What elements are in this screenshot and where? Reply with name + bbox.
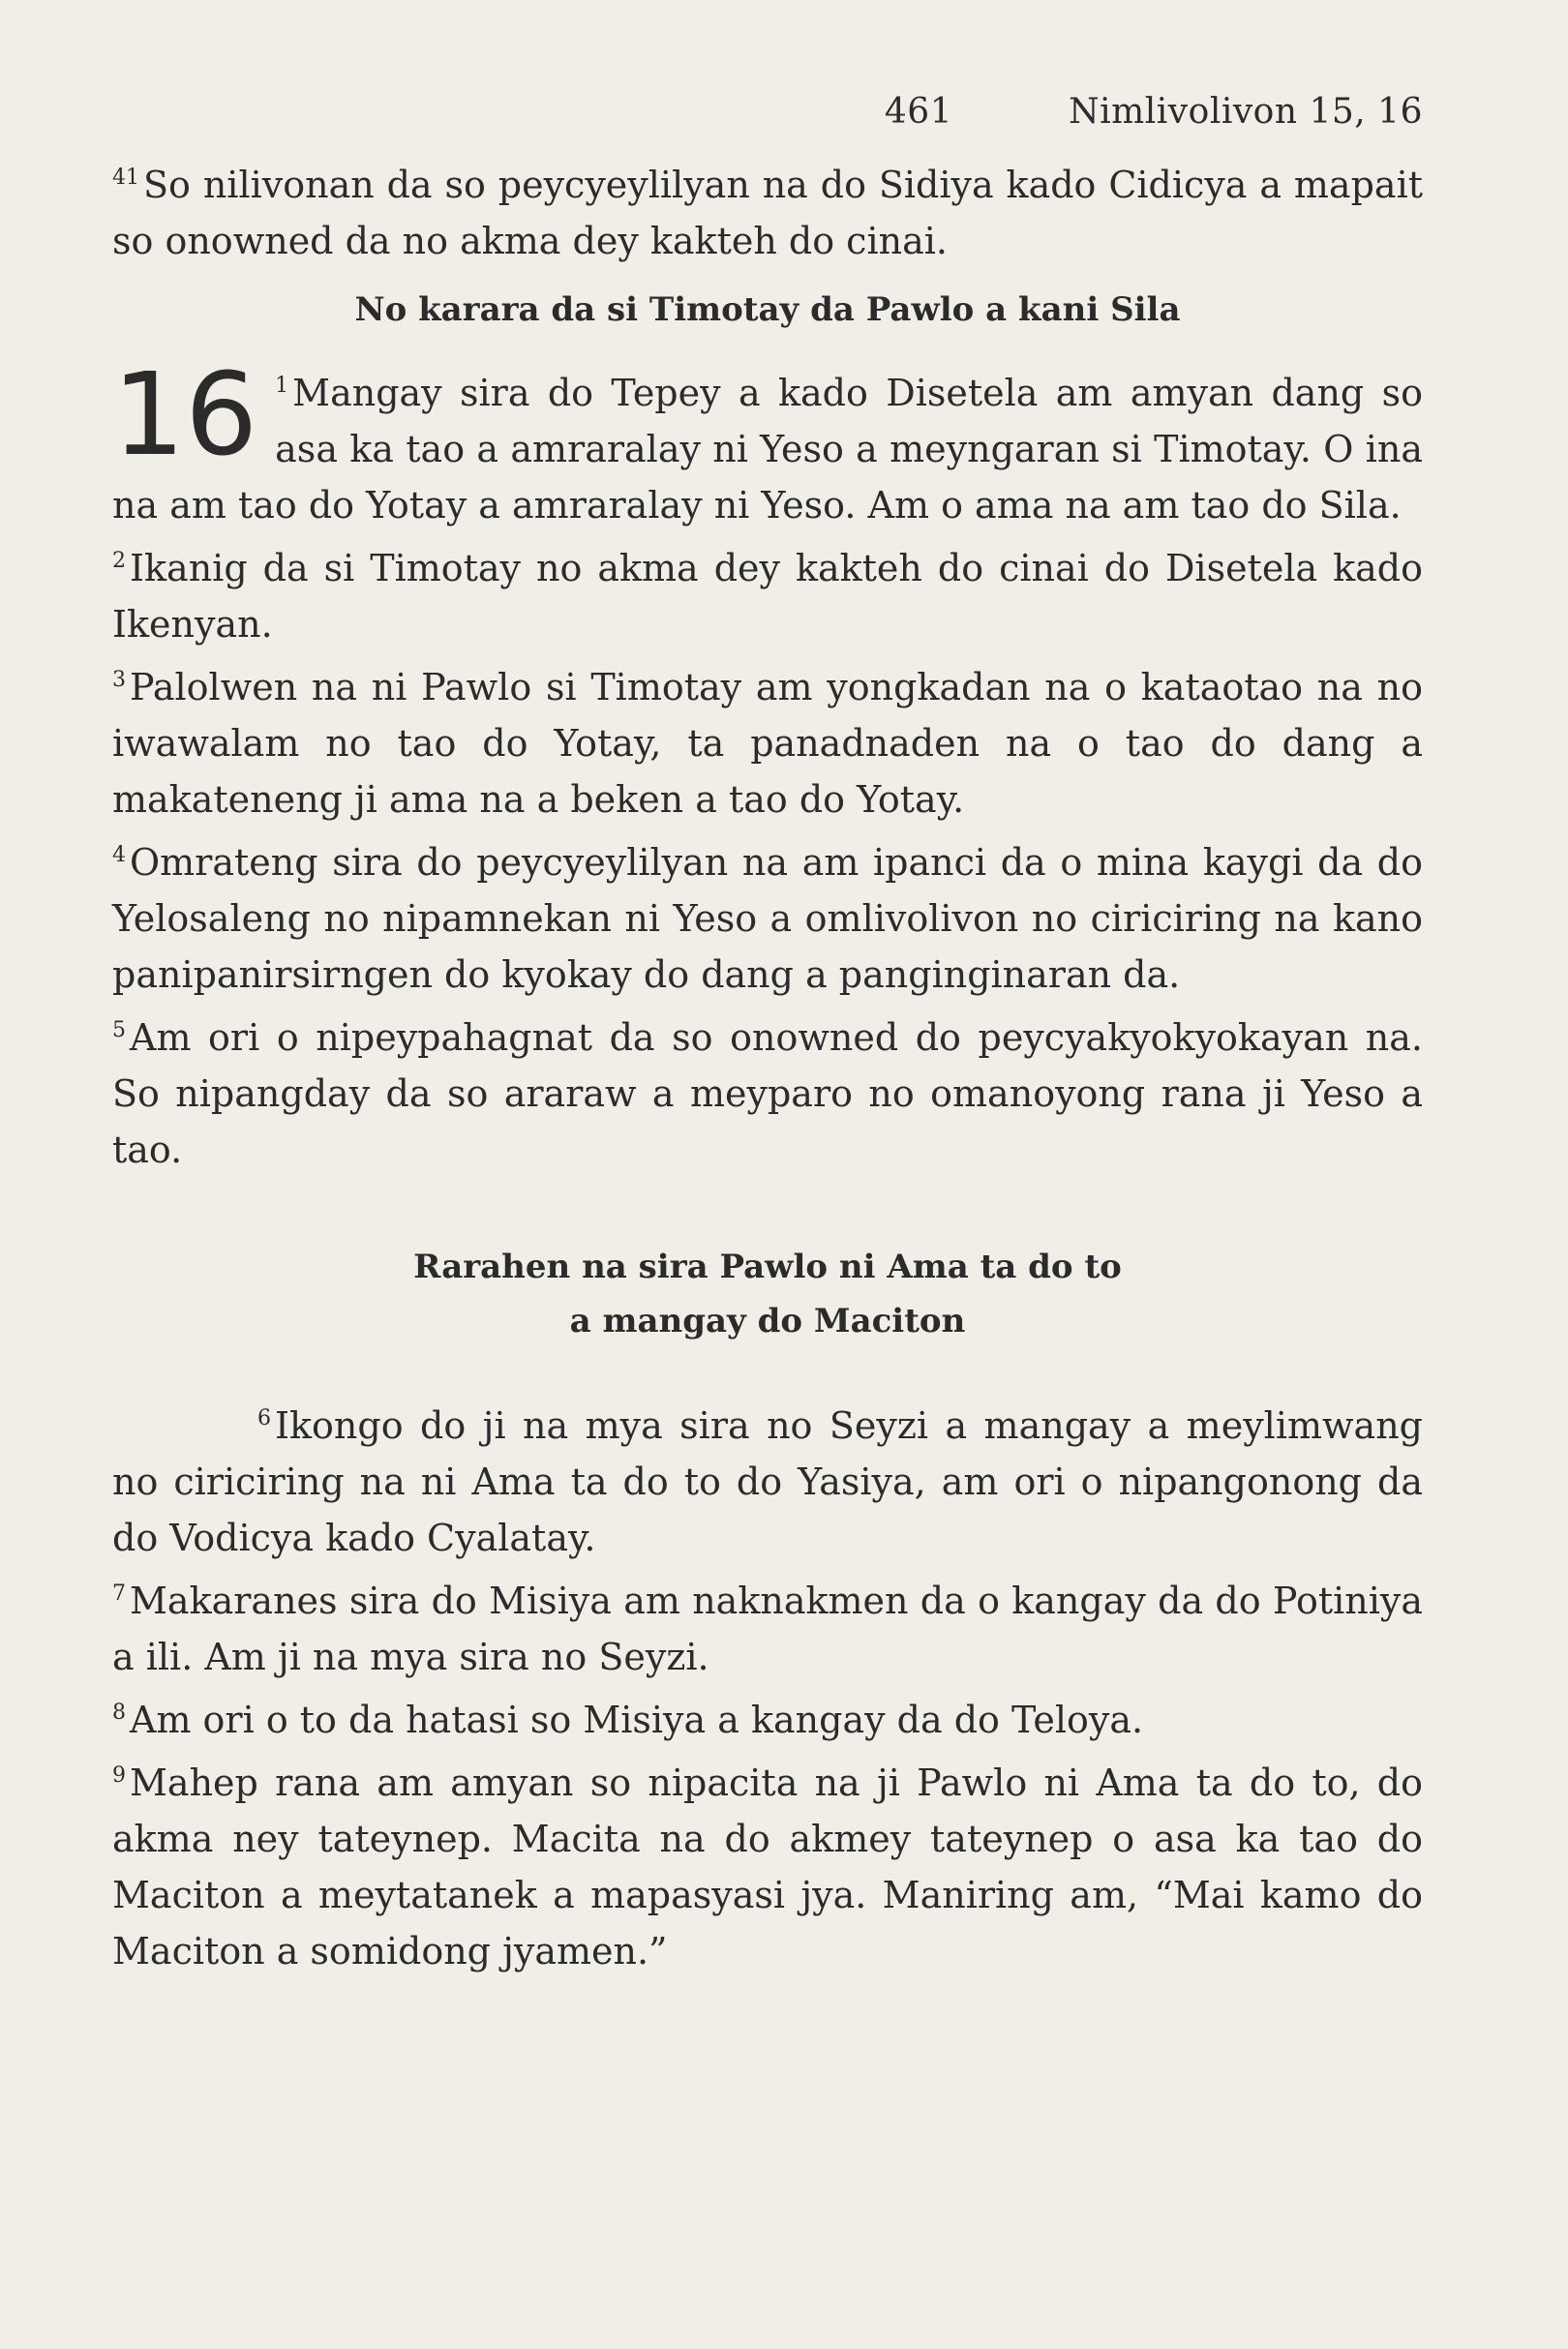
- section-heading-2-line1: Rarahen na sira Pawlo ni Ama ta do to: [413, 1248, 1122, 1286]
- verse-text: Ikanig da si Timotay no akma dey kakteh do cinai do Disetela kado Ikenyan.: [112, 547, 1423, 646]
- verse-16-1: [112, 347, 1423, 533]
- verse-number: 6: [257, 1406, 271, 1430]
- verse-text: So nilivonan da so peycyeylilyan na do Sidiya kado Cidicya a mapait so onowned da no akma dey kakteh do cinai.: [112, 164, 1423, 262]
- verse-number: 4: [112, 843, 126, 867]
- verse-text: Omrateng sira do peycyeylilyan na am ipanci da o mina kaygi da do Yelosaleng no nipamnekan ni Yeso a omlivolivon no ciriciring na kano panipanirsirngen do kyokay do dang a panginginaran da.: [112, 841, 1423, 996]
- verse-16-5: [112, 1003, 1423, 1178]
- verse-number: 2: [112, 549, 126, 573]
- verse-text: Makaranes sira do Misiya am naknakmen da o kangay da do Potiniya a ili. Am ji na mya sira no Seyzi.: [112, 1580, 1423, 1678]
- section-heading-2: [112, 1240, 1423, 1348]
- verse-number: 8: [112, 1701, 126, 1725]
- verse-number: 41: [112, 166, 139, 190]
- verse-text: Mangay sira do Tepey a kado Disetela am amyan dang so asa ka tao a amraralay ni Yeso a meyngaran si Timotay. O ina na am tao do Yotay a amraralay ni Yeso. Am o ama na am tao do Sila.: [112, 372, 1423, 527]
- body-text: [112, 150, 1423, 1979]
- verse-number: 5: [112, 1018, 126, 1042]
- book-chapter-ref: Nimlivolivon 15, 16: [1069, 92, 1423, 132]
- verse-16-9: [112, 1748, 1423, 1979]
- verse-16-7: [112, 1566, 1423, 1685]
- verse-text: Palolwen na ni Pawlo si Timotay am yongkadan na o kataotao na no iwawalam no tao do Yotay, ta panadnaden na o tao do dang a makateneng ji ama na a beken a tao do Yotay.: [112, 666, 1423, 821]
- verse-text: Mahep rana am amyan so nipacita na ji Pawlo ni Ama ta do to, do akma ney tateynep. Macita na do akmey tateynep o asa ka tao do Maciton a meytatanek a mapasyasi jya. Maniring am, “Mai kamo do Maciton a somidong jyamen.”: [112, 1762, 1423, 1973]
- verse-16-8: [112, 1685, 1423, 1748]
- verse-15-41: [112, 150, 1423, 269]
- verse-16-6: [112, 1391, 1423, 1566]
- verse-text: Ikongo do ji na mya sira no Seyzi a mangay a meylimwang no ciriciring na ni Ama ta do to do Yasiya, am ori o nipangonong da do Vodicya kado Cyalatay.: [112, 1404, 1423, 1559]
- verse-text: Am ori o to da hatasi so Misiya a kangay da do Teloya.: [130, 1699, 1144, 1741]
- verse-number: 3: [112, 668, 126, 692]
- verse-number: 1: [275, 374, 289, 398]
- verse-number: 9: [112, 1763, 126, 1788]
- verse-16-2: [112, 533, 1423, 652]
- verse-16-4: [112, 828, 1423, 1003]
- verse-text: Am ori o nipeypahagnat da so onowned do peycyakyokyokayan na. So nipangday da so araraw a meyparo no omanoyong rana ji Yeso a tao.: [112, 1016, 1423, 1171]
- chapter-number: 16: [112, 347, 258, 481]
- verse-number: 7: [112, 1581, 126, 1606]
- section-heading-2-line2: a mangay do Maciton: [569, 1302, 966, 1340]
- running-header: [112, 92, 1423, 150]
- page-number: 461: [884, 92, 953, 132]
- section-heading-1: No karara da si Timotay da Pawlo a kani Sila: [354, 290, 1181, 329]
- verse-16-3: [112, 652, 1423, 828]
